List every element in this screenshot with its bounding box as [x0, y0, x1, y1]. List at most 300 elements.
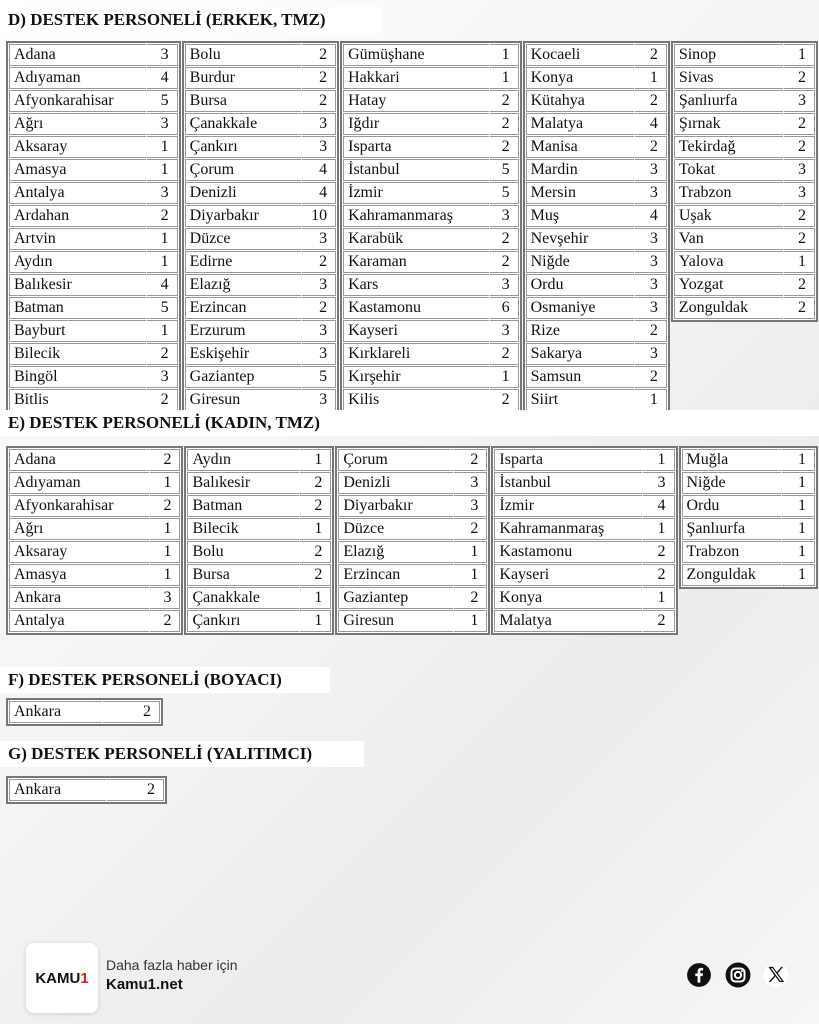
staff-count: 1	[147, 251, 177, 273]
province-name: Samsun	[526, 366, 635, 388]
province-name: Sinop	[674, 44, 783, 66]
table-row	[338, 472, 487, 494]
table-row	[338, 495, 487, 517]
table-row	[494, 449, 674, 471]
facebook-icon[interactable]	[686, 962, 712, 988]
section-d-column-1	[6, 41, 181, 414]
staff-count: 1	[782, 472, 815, 494]
province-name: Bayburt	[9, 320, 146, 342]
table-row	[494, 472, 674, 494]
staff-count: 1	[782, 541, 815, 563]
section-d-title: D) DESTEK PERSONELİ (ERKEK, TMZ)	[0, 7, 382, 33]
section-g-column-1	[6, 776, 167, 804]
province-name: Adıyaman	[9, 472, 149, 494]
staff-count: 2	[784, 67, 815, 89]
table-row	[9, 159, 178, 181]
staff-count: 2	[300, 564, 332, 586]
staff-count: 6	[490, 297, 519, 319]
staff-count: 1	[635, 389, 667, 411]
province-name: Konya	[494, 587, 641, 609]
staff-count: 2	[490, 90, 519, 112]
staff-count: 1	[454, 564, 487, 586]
table-row	[343, 228, 519, 250]
table-row	[343, 90, 519, 112]
staff-count: 3	[635, 251, 667, 273]
province-name: Bolu	[187, 541, 298, 563]
province-name: Hatay	[343, 90, 488, 112]
table-row	[343, 251, 519, 273]
section-d-column-3	[340, 41, 522, 414]
province-name: Aydın	[187, 449, 298, 471]
table-row	[9, 228, 178, 250]
staff-count: 1	[784, 251, 815, 273]
table-row	[682, 564, 816, 586]
province-name: Bursa	[187, 564, 298, 586]
instagram-icon[interactable]	[725, 962, 751, 988]
staff-count: 3	[147, 113, 177, 135]
table-row	[9, 779, 164, 801]
province-name: Çorum	[338, 449, 453, 471]
province-name: Erzincan	[185, 297, 301, 319]
table-row	[343, 389, 519, 411]
province-name: Adana	[9, 449, 149, 471]
table-row	[185, 182, 336, 204]
province-name: Bingöl	[9, 366, 146, 388]
staff-count: 1	[454, 541, 487, 563]
footer-site-link[interactable]: Kamu1.net	[106, 976, 183, 993]
province-name: Afyonkarahisar	[9, 90, 146, 112]
province-name: Konya	[526, 67, 635, 89]
staff-count: 1	[300, 449, 332, 471]
province-name: Malatya	[526, 113, 635, 135]
table-row	[9, 541, 180, 563]
table-row	[9, 182, 178, 204]
table-row	[9, 472, 180, 494]
table-row	[682, 541, 816, 563]
province-name: Bilecik	[9, 343, 146, 365]
province-name: Isparta	[494, 449, 641, 471]
staff-count: 5	[147, 90, 177, 112]
province-name: Mersin	[526, 182, 635, 204]
staff-count: 2	[643, 610, 675, 632]
province-name: Gaziantep	[338, 587, 453, 609]
section-f-title: F) DESTEK PERSONELİ (BOYACI)	[0, 667, 330, 693]
section-f-column-1	[6, 698, 163, 726]
table-row	[526, 113, 667, 135]
staff-count: 3	[635, 159, 667, 181]
table-row	[338, 587, 487, 609]
province-name: Muğla	[682, 449, 781, 471]
staff-count: 2	[784, 228, 815, 250]
province-name: Diyarbakır	[185, 205, 301, 227]
staff-count: 2	[490, 113, 519, 135]
section-e-column-2	[184, 446, 334, 635]
staff-count: 1	[454, 610, 487, 632]
province-name: Elazığ	[185, 274, 301, 296]
staff-count: 3	[302, 113, 336, 135]
staff-count: 1	[150, 472, 181, 494]
table-row	[185, 113, 336, 135]
table-row	[185, 159, 336, 181]
table-row	[682, 518, 816, 540]
logo-digit: 1	[80, 969, 89, 987]
province-name: Adıyaman	[9, 67, 146, 89]
staff-count: 2	[635, 44, 667, 66]
province-name: Bolu	[185, 44, 301, 66]
table-row	[338, 610, 487, 632]
staff-count: 1	[150, 518, 181, 540]
table-row	[338, 541, 487, 563]
table-row	[674, 205, 815, 227]
staff-count: 2	[643, 541, 675, 563]
table-row	[674, 274, 815, 296]
table-row	[185, 44, 336, 66]
province-name: Karaman	[343, 251, 488, 273]
staff-count: 5	[147, 297, 177, 319]
table-row	[185, 320, 336, 342]
province-name: Trabzon	[682, 541, 781, 563]
section-e-title: E) DESTEK PERSONELİ (KADIN, TMZ)	[0, 410, 819, 436]
section-e-column-4	[491, 446, 677, 635]
table-row	[494, 495, 674, 517]
table-row	[187, 518, 331, 540]
staff-count: 3	[302, 274, 336, 296]
table-row	[9, 610, 180, 632]
table-row	[343, 67, 519, 89]
table-row	[682, 449, 816, 471]
staff-count: 2	[454, 587, 487, 609]
section-g-table	[6, 776, 168, 804]
province-name: Çankırı	[185, 136, 301, 158]
table-row	[9, 113, 178, 135]
province-name: Siirt	[526, 389, 635, 411]
section-e-table	[6, 446, 819, 635]
province-name: Aydın	[9, 251, 146, 273]
province-name: Yalova	[674, 251, 783, 273]
staff-count: 4	[147, 274, 177, 296]
table-row	[185, 90, 336, 112]
table-row	[494, 610, 674, 632]
staff-count: 1	[643, 587, 675, 609]
staff-count: 1	[147, 136, 177, 158]
province-name: Kırşehir	[343, 366, 488, 388]
table-row	[185, 228, 336, 250]
staff-count: 4	[302, 159, 336, 181]
staff-count: 3	[784, 90, 815, 112]
province-name: Edirne	[185, 251, 301, 273]
province-name: Van	[674, 228, 783, 250]
province-name: Muş	[526, 205, 635, 227]
province-name: Niğde	[526, 251, 635, 273]
staff-count: 4	[635, 113, 667, 135]
staff-count: 1	[490, 366, 519, 388]
footer-line-1: Daha fazla haber için	[106, 957, 238, 973]
staff-count: 3	[784, 159, 815, 181]
x-icon[interactable]	[763, 962, 789, 988]
staff-count: 2	[147, 389, 177, 411]
province-name: Osmaniye	[526, 297, 635, 319]
table-row	[343, 274, 519, 296]
province-name: Çankırı	[187, 610, 298, 632]
staff-count: 2	[150, 610, 181, 632]
table-row	[343, 366, 519, 388]
province-name: Eskişehir	[185, 343, 301, 365]
staff-count: 2	[784, 113, 815, 135]
province-name: İzmir	[343, 182, 488, 204]
province-name: Kahramanmaraş	[494, 518, 641, 540]
table-row	[9, 343, 178, 365]
staff-count: 2	[300, 472, 332, 494]
province-name: Bitlis	[9, 389, 146, 411]
province-name: Elazığ	[338, 541, 453, 563]
staff-count: 2	[635, 366, 667, 388]
province-name: Bursa	[185, 90, 301, 112]
province-name: Aksaray	[9, 136, 146, 158]
staff-count: 2	[302, 297, 336, 319]
staff-count: 2	[635, 90, 667, 112]
province-name: Çanakkale	[187, 587, 298, 609]
table-row	[187, 564, 331, 586]
table-row	[343, 205, 519, 227]
table-row	[343, 343, 519, 365]
province-name: Kahramanmaraş	[343, 205, 488, 227]
staff-count: 3	[635, 343, 667, 365]
table-row	[682, 472, 816, 494]
staff-count: 2	[302, 251, 336, 273]
staff-count: 1	[782, 495, 815, 517]
province-name: Batman	[187, 495, 298, 517]
table-row	[9, 587, 180, 609]
province-name: Denizli	[185, 182, 301, 204]
staff-count: 2	[635, 320, 667, 342]
staff-count: 3	[150, 587, 181, 609]
staff-count: 3	[784, 182, 815, 204]
staff-count: 10	[302, 205, 336, 227]
table-row	[9, 67, 178, 89]
table-row	[185, 67, 336, 89]
staff-count: 3	[643, 472, 675, 494]
table-row	[185, 389, 336, 411]
table-row	[526, 44, 667, 66]
province-name: Batman	[9, 297, 146, 319]
table-row	[526, 251, 667, 273]
province-name: Ordu	[682, 495, 781, 517]
table-row	[343, 113, 519, 135]
table-row	[343, 44, 519, 66]
staff-count: 4	[643, 495, 675, 517]
table-row	[674, 297, 815, 319]
table-row	[343, 136, 519, 158]
staff-count: 1	[635, 67, 667, 89]
staff-count: 4	[147, 67, 177, 89]
province-name: Zonguldak	[682, 564, 781, 586]
province-name: Tokat	[674, 159, 783, 181]
staff-count: 4	[635, 205, 667, 227]
staff-count: 2	[490, 343, 519, 365]
section-e-column-1	[6, 446, 183, 635]
staff-count: 3	[302, 320, 336, 342]
table-row	[526, 205, 667, 227]
staff-count: 1	[147, 159, 177, 181]
table-row	[9, 136, 178, 158]
staff-count: 1	[782, 449, 815, 471]
table-row	[9, 564, 180, 586]
section-g-title: G) DESTEK PERSONELİ (YALITIMCI)	[0, 741, 364, 767]
province-name: Kütahya	[526, 90, 635, 112]
staff-count: 1	[150, 564, 181, 586]
staff-count: 3	[147, 44, 177, 66]
province-name: Giresun	[185, 389, 301, 411]
province-name: Düzce	[185, 228, 301, 250]
staff-count: 3	[302, 343, 336, 365]
province-name: Gaziantep	[185, 366, 301, 388]
province-name: Niğde	[682, 472, 781, 494]
staff-count: 1	[784, 44, 815, 66]
table-row	[187, 449, 331, 471]
staff-count: 3	[147, 182, 177, 204]
table-row	[187, 472, 331, 494]
staff-count: 5	[490, 159, 519, 181]
table-row	[494, 541, 674, 563]
staff-count: 1	[643, 449, 675, 471]
table-row	[526, 136, 667, 158]
table-row	[9, 274, 178, 296]
province-name: Kars	[343, 274, 488, 296]
province-name: Hakkari	[343, 67, 488, 89]
table-row	[526, 182, 667, 204]
staff-count: 1	[150, 541, 181, 563]
province-name: Ağrı	[9, 518, 149, 540]
table-row	[9, 449, 180, 471]
province-name: Aksaray	[9, 541, 149, 563]
staff-count: 2	[302, 44, 336, 66]
staff-count: 3	[454, 495, 487, 517]
table-row	[526, 228, 667, 250]
province-name: Şanlıurfa	[682, 518, 781, 540]
province-name: Antalya	[9, 610, 149, 632]
staff-count: 2	[300, 541, 332, 563]
table-row	[187, 610, 331, 632]
section-d-column-4	[523, 41, 670, 414]
staff-count: 2	[454, 449, 487, 471]
province-name: Antalya	[9, 182, 146, 204]
province-name: Kayseri	[343, 320, 488, 342]
logo-text: KAMU	[35, 969, 81, 987]
staff-count: 3	[302, 389, 336, 411]
table-row	[494, 564, 674, 586]
province-name: Afyonkarahisar	[9, 495, 149, 517]
staff-count: 2	[490, 228, 519, 250]
table-row	[338, 518, 487, 540]
staff-count: 2	[147, 205, 177, 227]
table-row	[526, 389, 667, 411]
staff-count: 2	[784, 205, 815, 227]
province-name: Kayseri	[494, 564, 641, 586]
table-row	[526, 274, 667, 296]
staff-count: 1	[300, 587, 332, 609]
kamu1-logo[interactable]	[26, 943, 98, 1013]
table-row	[9, 320, 178, 342]
table-row	[9, 495, 180, 517]
staff-count: 3	[302, 228, 336, 250]
table-row	[343, 182, 519, 204]
section-e-column-3	[335, 446, 490, 635]
table-row	[674, 182, 815, 204]
province-name: Düzce	[338, 518, 453, 540]
province-name: İzmir	[494, 495, 641, 517]
table-row	[9, 251, 178, 273]
staff-count: 2	[635, 136, 667, 158]
staff-count: 1	[643, 518, 675, 540]
table-row	[526, 366, 667, 388]
table-row	[674, 67, 815, 89]
staff-count: 3	[490, 320, 519, 342]
province-name: Zonguldak	[674, 297, 783, 319]
province-name: Çanakkale	[185, 113, 301, 135]
table-row	[338, 564, 487, 586]
province-name: Şanlıurfa	[674, 90, 783, 112]
table-row	[494, 587, 674, 609]
staff-count: 3	[147, 366, 177, 388]
footer-text	[106, 955, 238, 995]
province-name: Kocaeli	[526, 44, 635, 66]
staff-count: 1	[300, 518, 332, 540]
table-row	[9, 297, 178, 319]
province-name: Trabzon	[674, 182, 783, 204]
staff-count: 3	[490, 274, 519, 296]
province-name: Ağrı	[9, 113, 146, 135]
staff-count: 2	[150, 495, 181, 517]
staff-count: 3	[635, 228, 667, 250]
province-name: Nevşehir	[526, 228, 635, 250]
province-name: Kastamonu	[343, 297, 488, 319]
province-name: Ordu	[526, 274, 635, 296]
province-name: Isparta	[343, 136, 488, 158]
province-name: Artvin	[9, 228, 146, 250]
table-row	[494, 518, 674, 540]
table-row	[185, 205, 336, 227]
province-name: Denizli	[338, 472, 453, 494]
province-name: Balıkesir	[187, 472, 298, 494]
staff-count: 5	[302, 366, 336, 388]
table-row	[338, 449, 487, 471]
staff-count: 2	[454, 518, 487, 540]
province-name: Karabük	[343, 228, 488, 250]
province-name: İstanbul	[494, 472, 641, 494]
province-name: Uşak	[674, 205, 783, 227]
staff-count: 5	[490, 182, 519, 204]
province-name: Ankara	[9, 587, 149, 609]
province-name: Adana	[9, 44, 146, 66]
province-name: Kilis	[343, 389, 488, 411]
table-row	[185, 343, 336, 365]
province-name: Kırklareli	[343, 343, 488, 365]
table-row	[526, 90, 667, 112]
province-name: Giresun	[338, 610, 453, 632]
staff-count: 1	[490, 67, 519, 89]
staff-count: 3	[302, 136, 336, 158]
table-row	[343, 320, 519, 342]
staff-count: 2	[490, 251, 519, 273]
table-row	[526, 320, 667, 342]
province-name: Çorum	[185, 159, 301, 181]
staff-count: 2	[784, 274, 815, 296]
table-row	[9, 90, 178, 112]
table-row	[526, 297, 667, 319]
staff-count: 3	[454, 472, 487, 494]
province-name: Yozgat	[674, 274, 783, 296]
table-row	[187, 541, 331, 563]
